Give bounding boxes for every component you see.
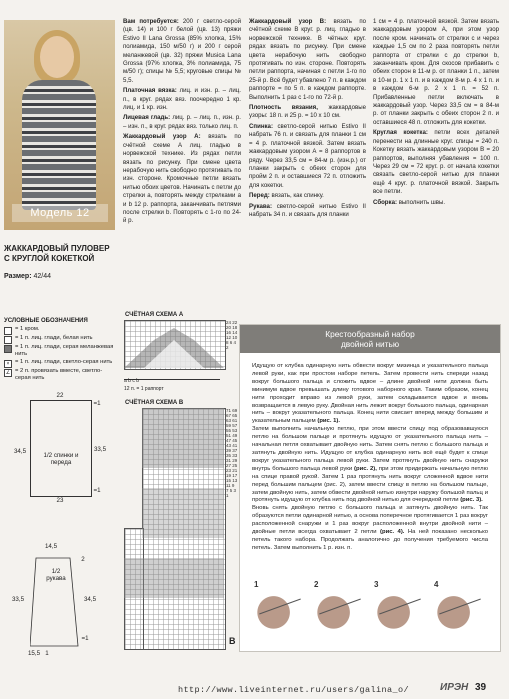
para-heading: Спинка: (249, 122, 273, 130)
paragraph (249, 18, 366, 102)
schema-a-motif (124, 320, 224, 368)
box-header-line-2: двойной нитью (340, 339, 400, 349)
hand-figure-2 (312, 580, 366, 634)
para-heading: Платочная вязка: (123, 87, 177, 95)
para-text: лиц. р. – лиц. п., изн. р. – изн. п., в круг. рядах вяз. только лиц. п. (123, 114, 241, 130)
figure-number: 2 (314, 580, 319, 589)
sleeve-label: 1/2 рукава (46, 568, 66, 582)
para-text: выполнить швы. (397, 198, 446, 206)
para-text: вязать по счётной схеме В круг. р. лиц. гладью в норвежской технике. В чётных круг. рядах вязать по рисунку. При смене цвета нерабочую нить свободно протягивать по изн. стороне. Повторять петли раппорта, начиная с петли 1-го по 25-й р. Всё будет убавлено 7 п. в каждом раппорте = по 5 п. в каждом раппорте. Выполнить 1 раз с 1-го по 72-й р. (249, 18, 367, 101)
paragraph (249, 203, 366, 220)
pattern-title: ЖАККАРДОВЫЙ ПУЛОВЕР С КРУГЛОЙ КОКЕТКОЙ (4, 244, 110, 263)
sleeve-top-width: 14,5 (44, 543, 58, 550)
box-para-1: Идущую от клубка одинарную нить обвести вокруг мизинца и указательного пальца левой руки, как при простом наборе петель. Затем провести нить спереди назад вокруг большого пальца и сложить вдвое – длине двойной нити должна быть минимум вдвое превышать длину готового наборного края. Таким образом, конец нити проходит вправо из левой руки, затем складывается вдвое и вновь возвращается в левую руку. Двойная нить лежит вокруг большого пальца, одинарная нить – вокруг указательного пальца. Конец нити свисает вперед между большим и указательным пальцем (252, 363, 488, 425)
cast-on-box (239, 324, 501, 652)
fig-ref-1: (рис. 1). (317, 418, 340, 425)
paragraph (123, 18, 241, 85)
paragraph (249, 104, 366, 121)
box-para-5: На ней показано несколько петель такого набора. Продолжать аналогично до получения требуемого числа петель. Затем выполнить 1 р. изн. п. (252, 529, 489, 551)
grey-swatch (4, 345, 12, 353)
magazine-brand: ИРЭН (440, 682, 469, 693)
body-label: 1/2 спинки и переда (43, 452, 79, 466)
para-text: вязать, как спинку. (269, 192, 324, 200)
para-text: 200 г светло-серой (цв. 14) и 100 г белой (цв. 13) пряжи Estivo II Lana Grossa (85% хлопка, 15% полиамида, 150 м/50 г) и 200 г серой меланжевой (цв. 32) пряжи Musica Lana Grossa (97% хлопка, 3% полиамида, 75 м/50 г); спицы № 5,5; круговые спицы № 5,5. (123, 18, 241, 84)
legend-item (4, 326, 114, 335)
paragraph (373, 199, 499, 207)
body-side-height: 34,5 (13, 448, 27, 455)
para-heading: Вам потребуется: (123, 18, 179, 25)
legend-item (4, 335, 114, 344)
page-number: 39 (475, 682, 487, 693)
model-sweater (22, 80, 96, 210)
para-text: светло-серой нитью Estivo II набрать 76 п. и связать для планки 1 см = 4 р. платочной вязкой. Затем вязать жаккардовым узором А = 8 раппортов в ряду. Через 33,5 см = 84-м р. (изн.р.) от планки закрыть с обеих сторон для пройм 2 п. и оставшиеся 72 п. отложить для кокетки. (249, 122, 366, 189)
body-pattern-diagram (30, 400, 92, 497)
para-heading: Круглая кокетка: (373, 129, 428, 137)
legend-item (4, 344, 114, 359)
yarn-line (379, 599, 421, 615)
schema-b-motif (124, 408, 224, 648)
box-text (252, 363, 488, 553)
body-bottom-width: 23 (56, 497, 64, 504)
fig-ref-4: (рис. 4). (380, 529, 405, 536)
body-right-height: 33,5 (93, 446, 107, 453)
edge-stitch-swatch (4, 327, 12, 335)
cross-swatch: × (4, 360, 12, 368)
schema-a-rapport: 12 п. = 1 раппорт (124, 386, 164, 392)
footer-url: http://www.liveinternet.ru/users/galina_o/ (178, 685, 410, 695)
para-text: жаккардовые узоры: 18 п. и 25 р. = 10 х 10 см. (249, 104, 366, 120)
para-text: 1 см = 4 р. платочной вязкой. Затем вязать жаккардовым узором А, при этом узор после кром. начинать от стрелки с и через каждые 1,5 см по 2 раза повторять петли раппорта от стрелки с до стрелки b, заканчивать кром. Для скосов прибавить с обеих сторон в 11-м р. от планки 1 п., затем в 10-м р. 1 х 1 п. и в каждом 8-м р. 4 х 1 п. и в каждом 6-м р. 2 х 1 п. = 52 п. Прибавленные петли включать в жаккардовый узор. Через 33,5 см = в 84-м р. от планки закрыть с обеих сторон 2 п. и оставшиеся 48 п. отложить для кокетки. (373, 18, 499, 126)
para-heading: Жаккардовый узор А: (123, 133, 201, 141)
hand-figure-4 (432, 580, 486, 634)
schema-b-arrow: B (229, 636, 236, 646)
para-heading: Рукава: (249, 202, 272, 210)
paragraph (373, 18, 499, 127)
legend-item (4, 368, 114, 383)
paragraph (123, 114, 241, 131)
schema-a-arrows: a b c b (124, 378, 140, 384)
size-line (4, 273, 51, 280)
yarn-line (439, 599, 481, 615)
sleeve-rib-height: =1 (81, 635, 89, 642)
box-header (240, 325, 500, 353)
decrease-swatch: ∠ (5, 369, 11, 376)
fig-ref-3: (рис. 3). (460, 497, 483, 504)
white-swatch (4, 336, 12, 344)
size-value: 42/44 (33, 273, 52, 280)
hand-figure-1 (252, 580, 306, 634)
figure-number: 1 (254, 580, 259, 589)
paragraph (249, 123, 366, 190)
model-head (40, 36, 74, 78)
text-column-3 (373, 18, 499, 207)
symbol-legend (4, 318, 114, 383)
para-heading: Лицевая гладь: (123, 114, 171, 122)
para-text: лиц. и изн. р. – лиц. п., в круг. рядах вяз. поочередно 1 кр. лиц. и 1 кр. изн. (123, 87, 241, 112)
figure-number: 4 (434, 580, 439, 589)
sleeve-bottom-offset: 1 (45, 650, 49, 657)
para-heading: Перед: (249, 192, 270, 200)
sleeve-right-height: 34,5 (83, 596, 97, 603)
hand-illustrations (252, 580, 488, 642)
box-para-3: при этом придержать начальную петлю на спице правой рукой. Затем 1 раз протянуть нить вокруг сложенной вдвое нити перед большим пальцем (рис. 2), затем ввести спицу в петлю на большом пальце, затем двойную нить, затем обвести двойной нитью изнутри наружу большой пальц и протянуть идущую от клубка нить под двойной нитью для очередной петли (252, 465, 488, 504)
legend-text: = 1 п. лиц. глади, светло-серая нить (15, 358, 113, 365)
paragraph (373, 129, 499, 196)
legend-item (4, 359, 114, 368)
text-column-2 (249, 18, 366, 219)
body-top-width: 22 (56, 392, 64, 399)
schema-b-row-numbers: 71 69 67 65 63 61 59 57 55 53 51 49 47 45 43 41 39 37 35 33 31 29 27 25 23 21 19 17 15 13 11 9 7 5 3 1 (226, 408, 238, 498)
legend-text: = 1 п. лиц. глади, белая нить (15, 334, 93, 341)
paragraph (123, 87, 241, 112)
schema-a-row-numbers: 24 22 20 18 16 14 12 10 8 6 4 2 (226, 320, 238, 350)
model-caption: Модель 12 (12, 204, 108, 222)
para-heading: Плотность вязания, (249, 104, 318, 112)
paragraph (249, 192, 366, 200)
schema-a-title: СЧЁТНАЯ СХЕМА А (125, 312, 184, 318)
figure-number: 3 (374, 580, 379, 589)
hand-figure-3 (372, 580, 426, 634)
legend-text: = 1 п. лиц. глади, серая меланжевая нить (15, 343, 114, 358)
model-photo (4, 20, 115, 230)
para-heading: Сборка: (373, 198, 397, 206)
size-label: Размер: (4, 273, 32, 280)
paragraph (123, 133, 241, 225)
schema-b-title: СЧЁТНАЯ СХЕМА В (125, 400, 184, 406)
para-heading: Жаккардовый узор В: (249, 18, 327, 25)
para-text: петли всех деталей перенести на длинные круг. спицы = 240 п. Кокетку вязать жаккардовым узором В = 20 раппортов, выполняя убавления = 100 п. Через 29 см = 72 круг. р. от начала кокетки связать светло-серой нитью для планки ещё 4 круг. р. платочной вязкой. Закрыть все петли. (373, 129, 499, 196)
yarn-line (319, 599, 361, 615)
legend-text: = 1 кром. (15, 325, 40, 332)
box-para-2: Затем выполнить начальную петлю, при этом ввести спицу под образовавшуюся петлю на большом пальце и протянуть идущую от указательного пальца нить – начальная петля охватывает двойную нить. Затем снять петлю с большого пальца и затянуть двойную нить. Идущую от клубка одинарную нить всё ещё будет к спице вокруг указательного пальца левой руки. Затем протянуть двойную нить снаружи внутрь большого пальца левой руки (252, 426, 488, 472)
para-text: светло-серой нитью Estivo II набрать 34 п. и связать для планки (249, 202, 366, 218)
body-armhole-mark: =1 (93, 400, 101, 407)
legend-title: УСЛОВНЫЕ ОБОЗНАЧЕНИЯ (4, 318, 88, 324)
yarn-line (259, 599, 301, 615)
fig-ref-2: (рис. 2), (354, 465, 377, 472)
sleeve-top-offset: 2 (81, 556, 85, 563)
box-header-line-1: Крестообразный набор (325, 329, 415, 339)
para-text: вязать по счётной схеме А лиц. гладью в норвежской технике. Из рядах петли вязать по рисунку. При смене цвета нерабочую нить свободно протягивать по изн. стороне. Кромочные петли вязать нитью обоих цветов. Начинать с петли до стрелки а, повторять между стрелками а и b 12 р. раппорта, заканчивать петлями после стрелки b. Повторять с 1-го по 24-й р. (123, 133, 242, 225)
sleeve-side-height: 33,5 (11, 596, 25, 603)
body-rib-height: =1 (93, 487, 101, 494)
text-column-1 (123, 18, 241, 226)
box-para-4: Вновь снять двойную петлю с большого пальца и затянуть двойную нить. Так образуются петли одинарной нитью, а основа поперечное протягивается 1 раз вокруг расположенной снаружи и 1 раз вокруг расположенной внутри двойной нити – двойные петли всегда охватывает 2 петли (252, 505, 488, 536)
legend-text: = 2 п. провязать вместе, светло-серая нить (15, 367, 103, 382)
sleeve-bottom-width: 15,5 (27, 650, 41, 657)
